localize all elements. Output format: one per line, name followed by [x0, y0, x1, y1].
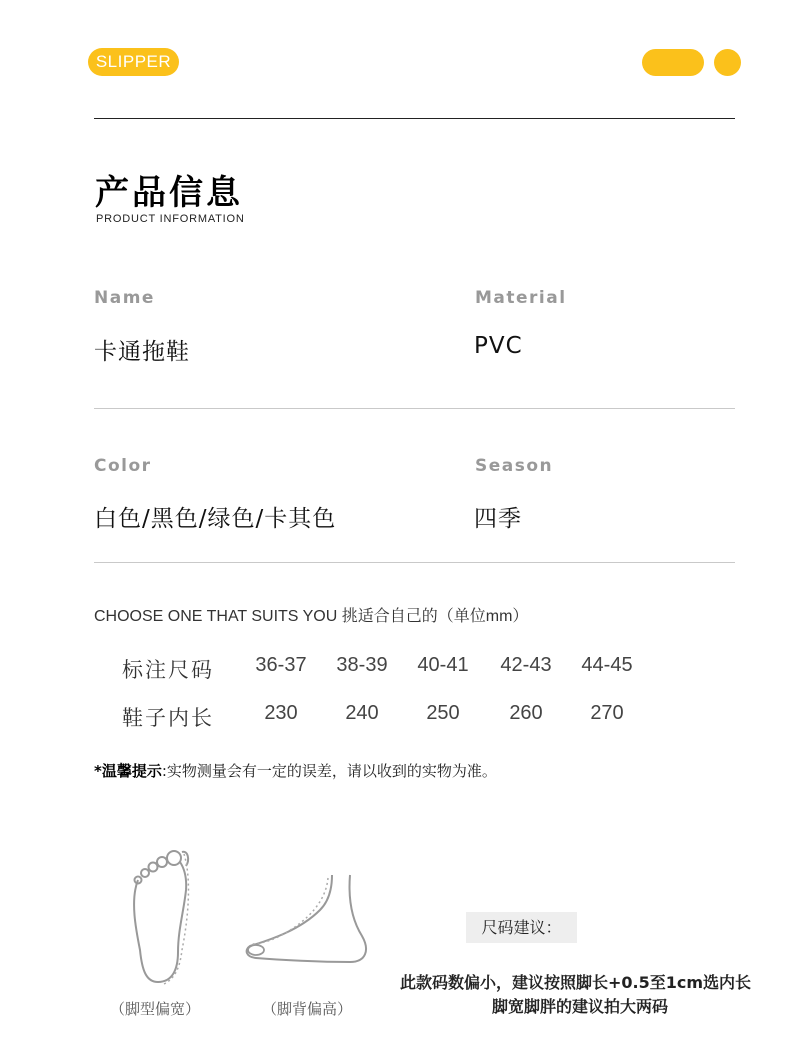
advice-label: 尺码建议： — [481, 918, 562, 937]
tip-prefix: *温馨提示 — [94, 762, 162, 780]
wide-foot-caption: （脚型偏宽） — [110, 1000, 201, 1018]
length-cell: 260 — [509, 702, 543, 724]
decor-dot — [714, 49, 741, 76]
slipper-badge: SLIPPER — [88, 48, 179, 76]
row-label: 标注尺码 — [122, 658, 214, 682]
length-cell: 230 — [264, 702, 298, 724]
decor-pill — [642, 49, 704, 76]
advice-line-2: 脚宽脚胖的建议拍大两码 — [492, 997, 669, 1016]
length-cell: 270 — [590, 702, 624, 724]
size-cell: 42-43 — [500, 654, 552, 676]
size-cell: 40-41 — [417, 654, 469, 676]
size-row-label — [0, 654, 800, 684]
field-value-color: 白色/黑色/绿色/卡其色 — [94, 506, 337, 532]
warm-tip — [94, 760, 497, 781]
field-label-name: Name — [94, 288, 155, 308]
size-cell: 36-37 — [255, 654, 307, 676]
field-value-material: PVC — [474, 333, 523, 359]
divider — [94, 408, 735, 409]
header-divider — [94, 118, 735, 119]
field-label-color: Color — [94, 456, 152, 476]
tip-text: :实物测量会有一定的误差，请以收到的实物为准。 — [161, 762, 497, 780]
length-cell: 240 — [345, 702, 379, 724]
section-title: 产品信息 — [95, 173, 243, 213]
wide-foot-icon — [120, 840, 200, 990]
field-label-material: Material — [475, 288, 567, 308]
size-row-length — [0, 702, 800, 732]
divider — [94, 562, 735, 563]
high-instep-foot-icon — [240, 870, 375, 970]
field-value-season: 四季 — [474, 506, 522, 532]
length-cell: 250 — [426, 702, 460, 724]
row-label: 鞋子内长 — [122, 706, 214, 730]
size-cell: 44-45 — [581, 654, 633, 676]
field-label-season: Season — [475, 456, 554, 476]
field-value-name: 卡通拖鞋 — [94, 339, 190, 365]
size-table-heading: CHOOSE ONE THAT SUITS YOU 挑适合自己的（单位mm） — [94, 608, 529, 625]
section-subtitle: PRODUCT INFORMATION — [96, 213, 245, 225]
advice-line-1: 此款码数偏小，建议按照脚长+0.5至1cm选内长 — [400, 973, 752, 992]
high-instep-caption: （脚背偏高） — [262, 1000, 353, 1018]
size-cell: 38-39 — [336, 654, 388, 676]
